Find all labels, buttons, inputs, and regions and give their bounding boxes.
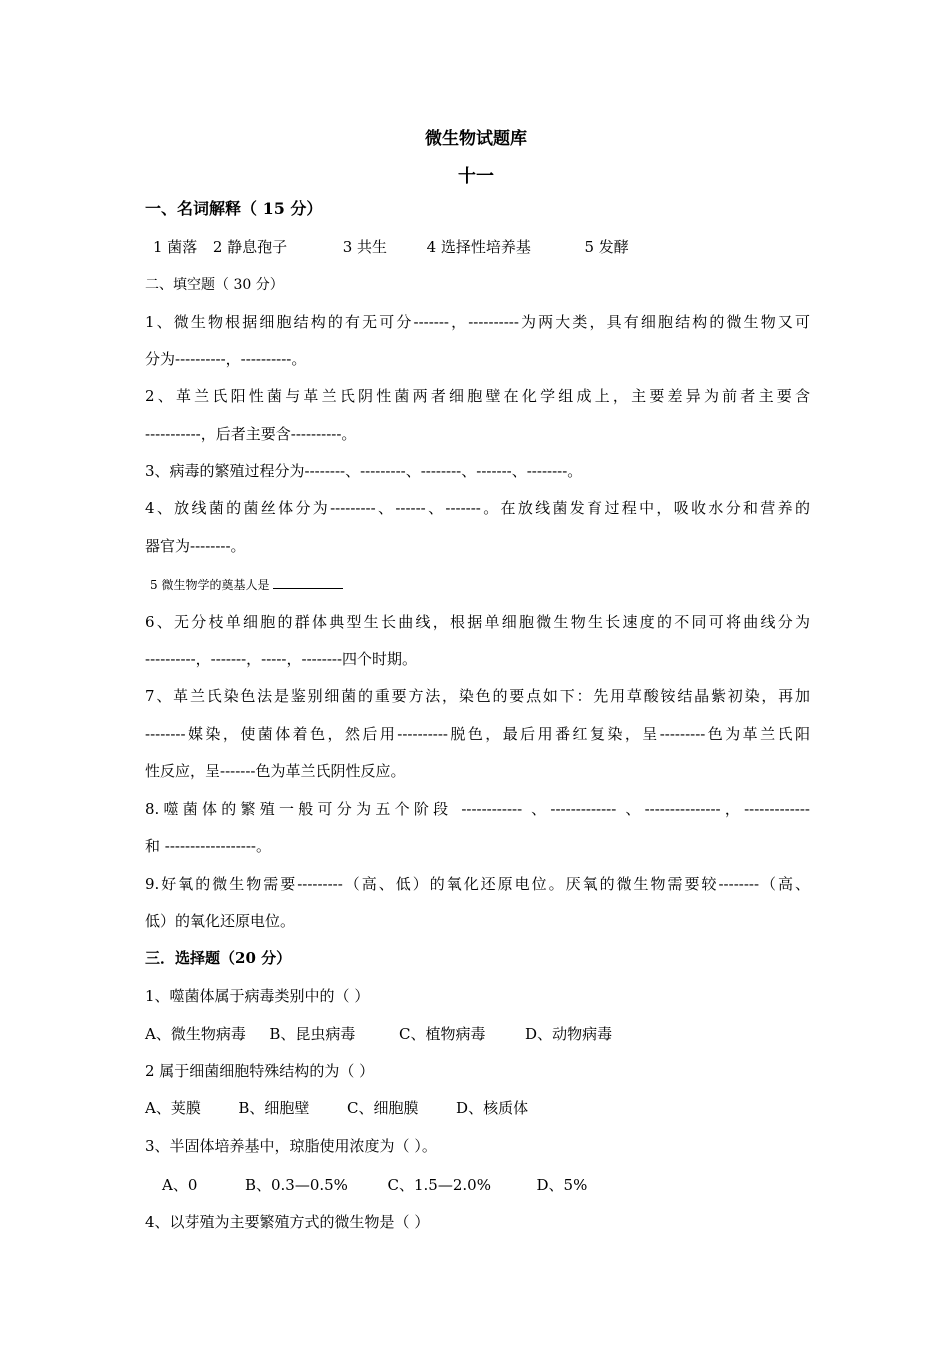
option-a: A、微生物病毒 bbox=[145, 1025, 246, 1043]
option-c: C、细胞膜 bbox=[347, 1099, 419, 1117]
q3-1-options bbox=[145, 1024, 612, 1044]
option-c: C、1.5—2.0% bbox=[387, 1176, 491, 1194]
q2-7-line1: 7、革兰氏染色法是鉴别细菌的重要方法，染色的要点如下：先用草酸铵结晶紫初染，再加 bbox=[145, 687, 810, 705]
option-c: C、植物病毒 bbox=[399, 1025, 486, 1043]
q2-6-line1: 6、无分枝单细胞的群体典型生长曲线，根据单细胞微生物生长速度的不同可将曲线分为 bbox=[145, 613, 810, 631]
q2-2-line2: -----------，后者主要含----------。 bbox=[145, 425, 357, 443]
q2-7-line3: 性反应，呈-------色为革兰氏阴性反应。 bbox=[145, 762, 406, 780]
q3-3: 3、半固体培养基中，琼脂使用浓度为（ ）。 bbox=[145, 1137, 437, 1155]
q2-8-line2: 和 ------------------。 bbox=[145, 837, 271, 855]
q2-1-line2: 分为----------，----------。 bbox=[145, 350, 307, 368]
q3-2: 2 属于细菌细胞特殊结构的为（ ） bbox=[145, 1062, 375, 1080]
document-title: 微生物试题库 bbox=[425, 129, 527, 149]
q2-8-line1: 8.噬菌体的繁殖一般可分为五个阶段 ------------ 、------------- 、---------------，------------- bbox=[145, 800, 810, 818]
option-a: A、荚膜 bbox=[145, 1099, 201, 1117]
term-item: 5 发酵 bbox=[584, 238, 629, 256]
option-d: D、核质体 bbox=[456, 1099, 529, 1117]
option-b: B、昆虫病毒 bbox=[269, 1025, 356, 1043]
q2-5 bbox=[150, 575, 343, 595]
q3-3-options bbox=[162, 1175, 587, 1195]
option-d: D、5% bbox=[536, 1176, 588, 1194]
option-d: D、动物病毒 bbox=[525, 1025, 613, 1043]
section1-items bbox=[153, 237, 629, 257]
section1-heading: 一、名词解释（ 15 分） bbox=[145, 199, 323, 218]
option-a: A、0 bbox=[162, 1176, 198, 1194]
q2-3: 3、病毒的繁殖过程分为--------、---------、--------、-------、--------。 bbox=[145, 462, 583, 480]
q2-7-line2: --------媒染，使菌体着色，然后用----------脱色，最后用番红复染，呈---------色为革兰氏阳 bbox=[145, 725, 810, 743]
option-b: B、0.3—0.5% bbox=[244, 1176, 348, 1194]
q2-6-line2: ----------，-------，-----，--------四个时期。 bbox=[145, 650, 418, 668]
term-item: 4 选择性培养基 bbox=[426, 238, 531, 256]
q2-1-line1: 1、微生物根据细胞结构的有无可分-------，----------为两大类，具有细胞结构的微生物又可 bbox=[145, 313, 810, 331]
document-subtitle: 十一 bbox=[458, 166, 494, 187]
q2-4-line1: 4、放线菌的菌丝体分为---------、------、-------。在放线菌发育过程中，吸收水分和营养的 bbox=[145, 499, 810, 517]
q3-1: 1、噬菌体属于病毒类别中的（ ） bbox=[145, 987, 370, 1005]
option-b: B、细胞壁 bbox=[238, 1099, 310, 1117]
q2-9-line1: 9.好氧的微生物需要---------（高、低）的氧化还原电位。厌氧的微生物需要较--------（高、 bbox=[145, 875, 810, 893]
answer-blank bbox=[273, 576, 343, 589]
term-item: 2 静息孢子 bbox=[212, 238, 288, 256]
q3-2-options bbox=[145, 1098, 528, 1118]
term-item: 3 共生 bbox=[342, 238, 388, 256]
q2-9-line2: 低）的氧化还原电位。 bbox=[145, 912, 296, 930]
section3-heading: 三．选择题（20 分） bbox=[145, 949, 292, 967]
q2-4-line2: 器官为--------。 bbox=[145, 537, 246, 555]
term-item: 1 菌落 bbox=[153, 238, 198, 256]
q2-5-text: 5 微生物学的奠基人是 bbox=[150, 578, 270, 592]
q2-2-line1: 2、革兰氏阳性菌与革兰氏阴性菌两者细胞壁在化学组成上，主要差异为前者主要含 bbox=[145, 387, 810, 405]
section2-heading: 二、填空题（ 30 分） bbox=[145, 277, 284, 293]
q3-4: 4、以芽殖为主要繁殖方式的微生物是（ ） bbox=[145, 1213, 430, 1231]
